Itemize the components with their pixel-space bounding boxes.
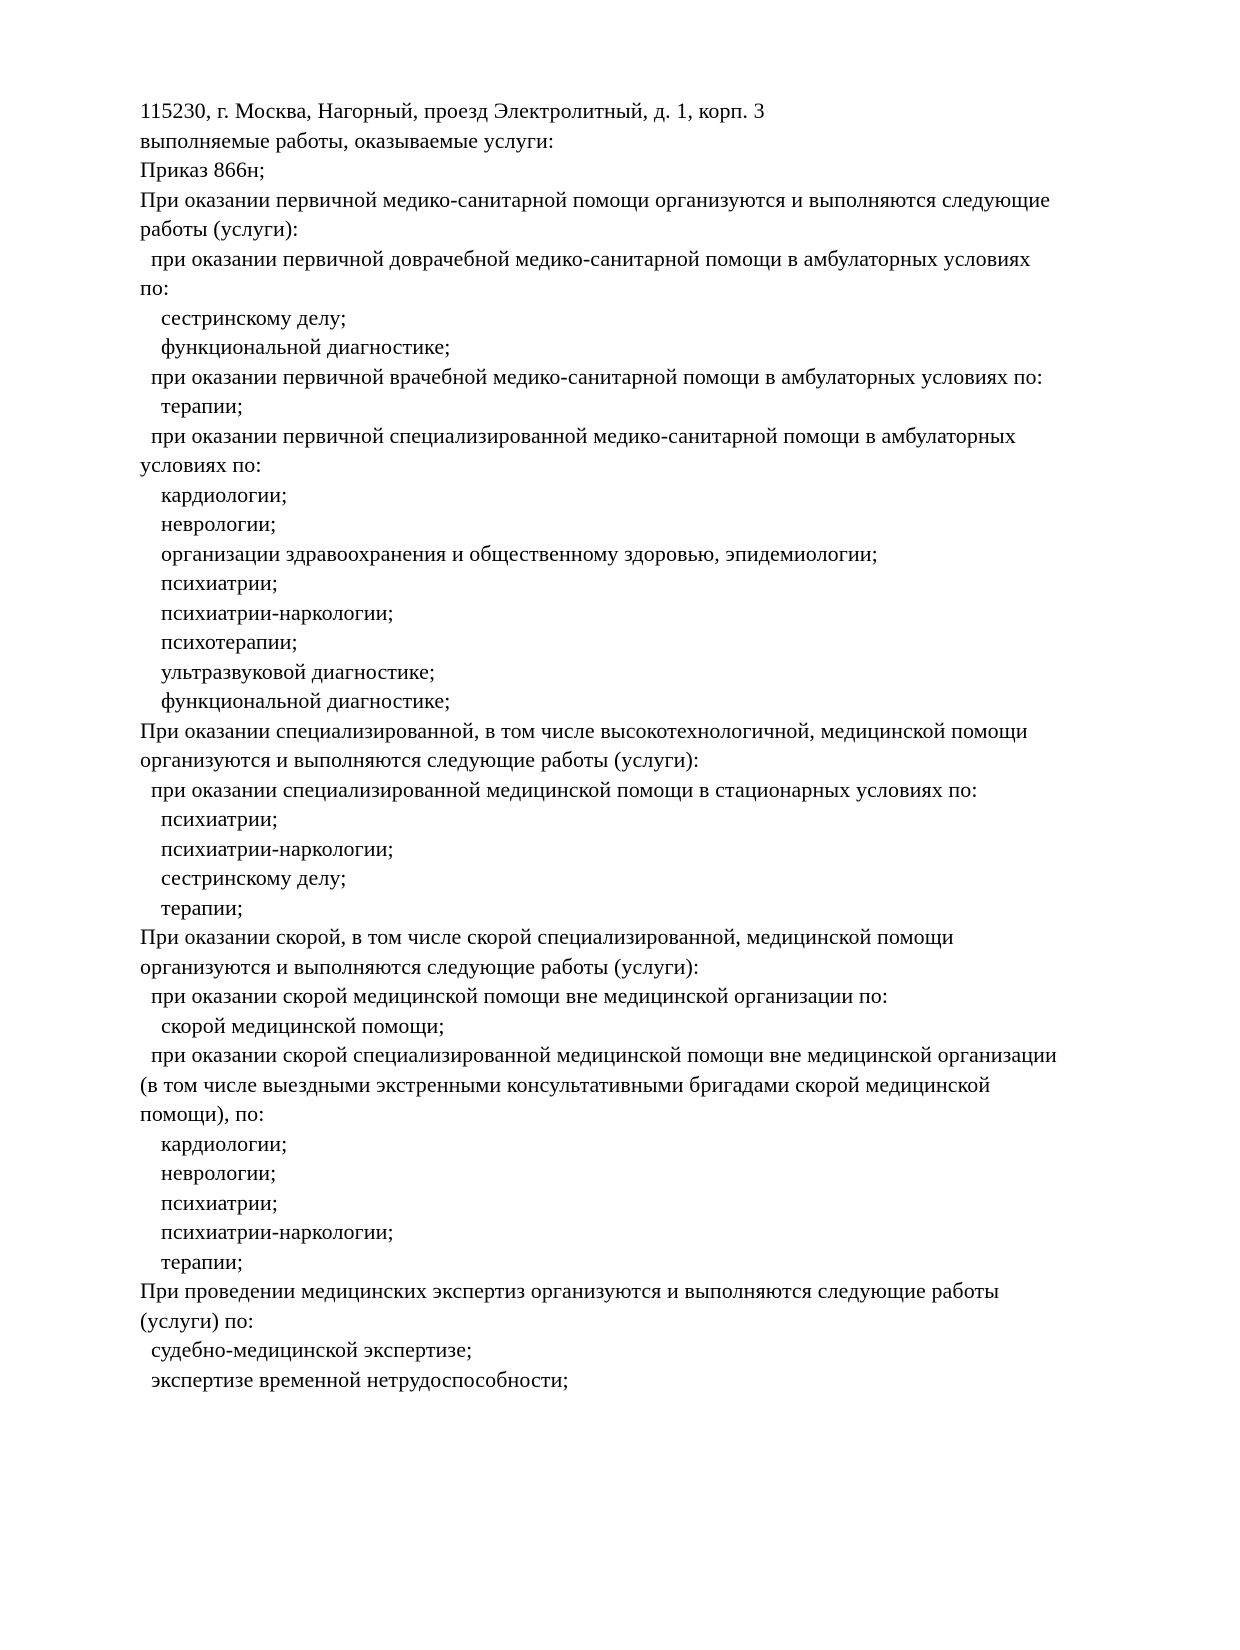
document-line: по:	[140, 275, 170, 300]
document-line: 115230, г. Москва, Нагорный, проезд Электролитный, д. 1, корп. 3	[140, 98, 765, 123]
document-line: при оказании первичной врачебной медико-санитарной помощи в амбулаторных условиях по:	[151, 363, 1043, 389]
document-line: условиях по:	[140, 452, 262, 477]
document-line: психиатрии-наркологии;	[161, 835, 394, 861]
document-line: при оказании первичной доврачебной медико-санитарной помощи в амбулаторных условиях	[151, 245, 1031, 271]
document-line: ультразвуковой диагностике;	[161, 658, 436, 684]
document-line: судебно-медицинской экспертизе;	[151, 1337, 473, 1362]
document-line: организации здравоохранения и общественному здоровью, эпидемиологии;	[161, 540, 878, 566]
document-line: терапии;	[161, 393, 244, 418]
document-line: при оказании скорой медицинской помощи вне медицинской организации по:	[151, 983, 889, 1008]
document-line: При оказании первичной медико-санитарной помощи организуются и выполняются следующие	[140, 186, 1051, 212]
document-line: психиатрии;	[161, 806, 278, 831]
document-line: при оказании специализированной медицинской помощи в стационарных условиях по:	[151, 776, 978, 802]
document-text-block	[140, 96, 1180, 1394]
document-line: кардиологии;	[161, 481, 288, 507]
document-line: неврологии;	[161, 511, 277, 536]
document-line: неврологии;	[161, 1160, 277, 1185]
document-line: При проведении медицинских экспертиз организуются и выполняются следующие работы	[140, 1278, 1000, 1303]
document-line: При оказании скорой, в том числе скорой специализированной, медицинской помощи	[140, 924, 954, 949]
document-line: работы (услуги):	[140, 216, 299, 241]
document-line: психиатрии-наркологии;	[161, 599, 394, 625]
document-line: экспертизе временной нетрудоспособности;	[151, 1366, 569, 1392]
document-line: скорой медицинской помощи;	[161, 1012, 445, 1038]
document-line: функциональной диагностике;	[161, 688, 451, 713]
document-line: сестринскому делу;	[161, 304, 347, 330]
document-line: Приказ 866н;	[140, 157, 266, 182]
document-line: выполняемые работы, оказываемые услуги:	[140, 127, 555, 153]
document-line: при оказании первичной специализированной медико-санитарной помощи в амбулаторных	[151, 422, 1016, 448]
document-line: психотерапии;	[161, 629, 298, 654]
document-line: (услуги) по:	[140, 1307, 254, 1333]
document-line: При оказании специализированной, в том числе высокотехнологичной, медицинской помощи	[140, 717, 1028, 743]
document-line: кардиологии;	[161, 1130, 288, 1156]
document-line: организуются и выполняются следующие работы (услуги):	[140, 953, 700, 979]
document-line: терапии;	[161, 894, 244, 920]
document-line: психиатрии;	[161, 1189, 278, 1215]
document-line: психиатрии-наркологии;	[161, 1219, 394, 1244]
document-line: при оказании скорой специализированной медицинской помощи вне медицинской организации	[151, 1042, 1057, 1067]
document-line: сестринскому делу;	[161, 865, 347, 890]
document-line: терапии;	[161, 1248, 244, 1274]
document-line: помощи), по:	[140, 1101, 265, 1126]
document-line: психиатрии;	[161, 570, 278, 595]
document-line: организуются и выполняются следующие работы (услуги):	[140, 747, 700, 772]
document-line: (в том числе выездными экстренными консультативными бригадами скорой медицинской	[140, 1071, 991, 1097]
document-line: функциональной диагностике;	[161, 334, 451, 359]
